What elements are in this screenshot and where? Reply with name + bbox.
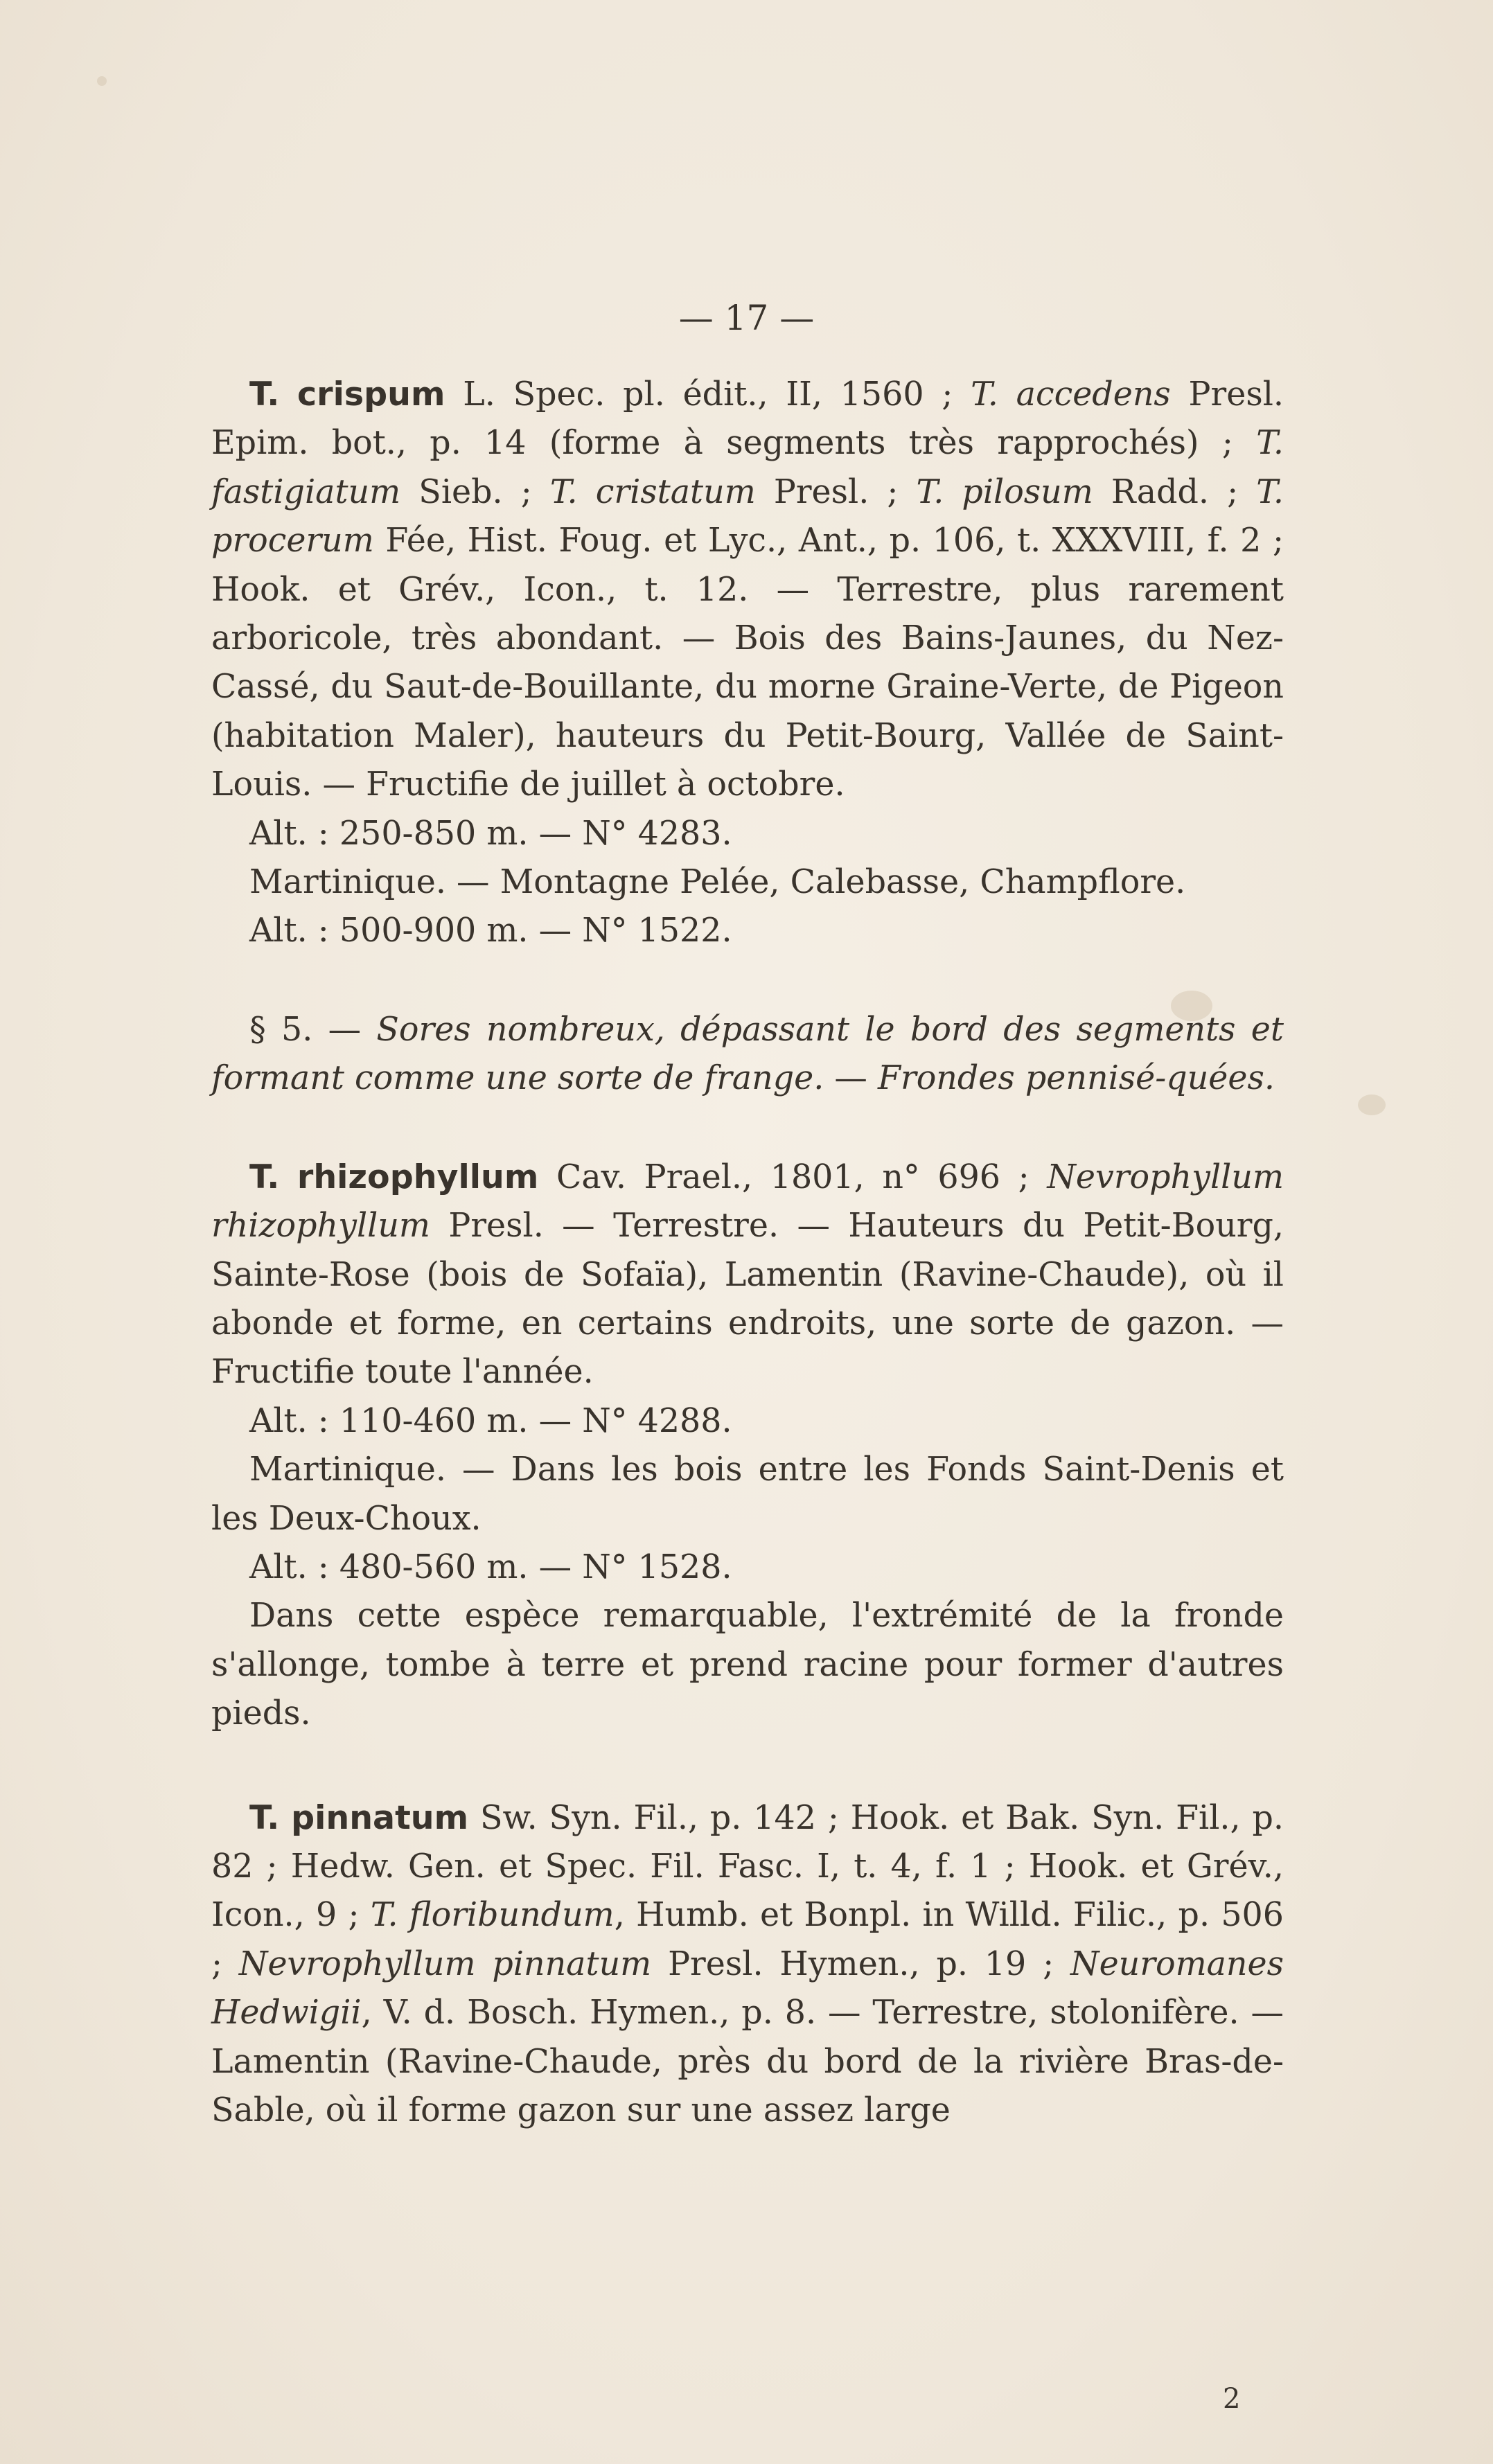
paper-spot [97,76,107,86]
citation-text: Sw. Syn. Fil., p. 142 ; Hook. et Bak. Syn. Fil., p. 82 ; Hedw. Gen. et Spec. Fil. Fasc. I, t. 4, f. 1 ; Hook. et Grév., Icon., 9 ; [211,1798,1284,1935]
citation-text: , Humb. et Bonpl. in Willd. Filic., p. 506 ; [211,1896,1284,1983]
citation-text: Cav. Prael., 1801, n° 696 ; [538,1158,1048,1196]
citation-text: Presl. ; [755,472,917,511]
note-paragraph: Dans cette espèce remarquable, l'extrémité de la fronde s'allonge, tombe à terre et prend racine pour former d'autres pieds. [211,1597,1284,1733]
synonym: T. accedens [971,375,1171,414]
locality-line: Martinique. — Montagne Pelée, Calebasse, Champflore. [249,863,1186,902]
sheet-signature: 2 [1223,2383,1241,2415]
altitude-line: Alt. : 250-850 m. — N° 4283. [249,814,732,853]
species-abbr: T. [249,1158,280,1196]
species-name: pinnatum [291,1798,469,1837]
section-description: Sores nombreux, dépassant le bord des segments et formant comme une sorte de frange. [211,1010,1284,1098]
synonym: T. cristatum [549,472,756,511]
section-heading [211,1006,1284,1104]
synonym: Nevrophyllum pinnatum [238,1944,652,1983]
citation-text: Fée, Hist. Foug. et Lyc., Ant., p. 106, t. XXXVIII, f. 2 ; Hook. et Grév., Icon., t. 12. — Terrestre, plus rarement arboricole, très abondant. — Bois des Bains-Jaunes, du Nez-Cassé, du Saut-de-Bouillante, du morne Graine-Verte, de Pigeon (habitation Maler), hauteurs du Petit-Bourg, Vallée de Saint-Louis. — Fructifie de juillet à octobre. [211,522,1284,804]
synonym: T. fastigiatum [211,424,1284,511]
citation-text: L. Spec. pl. édit., II, 1560 ; [445,375,971,414]
species-name: crispum [297,375,445,414]
page-body [211,371,1284,2135]
altitude-line: Alt. : 500-900 m. — N° 1522. [249,912,732,950]
synonym: Neuromanes Hedwigii [211,1944,1284,2032]
altitude-line: Alt. : 110-460 m. — N° 4288. [249,1401,732,1440]
species-name: rhizophyllum [297,1158,539,1196]
altitude-line: Alt. : 480-560 m. — N° 1528. [249,1548,732,1586]
section-sign: § 5. — [249,1010,377,1049]
species-entry-pinnatum [211,1794,1284,2136]
species-abbr: T. [249,1798,280,1837]
citation-text: Radd. ; [1093,472,1257,511]
synonym: T. floribundum [370,1896,615,1935]
species-abbr: T. [249,375,280,414]
citation-text: Sieb. ; [400,472,550,511]
citation-text: , V. d. Bosch. Hymen., p. 8. — Terrestre, stolonifère. — Lamentin (Ravine-Chaude, près du bord de la rivière Bras-de-Sable, où il forme gazon sur une assez large [211,1994,1284,2129]
citation-text: Presl. — Terrestre. — Hauteurs du Petit-Bourg, Sainte-Rose (bois de Sofaïa), Lamentin (Ravine-Chaude), où il abonde et forme, en certains endroits, une sorte de gazon. — Fructifie toute l'année. [211,1207,1284,1392]
synonym: T. pilosum [916,472,1093,511]
species-entry-rhizophyllum [211,1153,1284,1397]
citation-text: Presl. Hymen., p. 19 ; [651,1944,1070,1983]
locality-line: Martinique. — Dans les bois entre les Fonds Saint-Denis et les Deux-Choux. [211,1451,1284,1538]
section-dash: — [824,1059,878,1098]
citation-text: Presl. Epim. bot., p. 14 (forme à segments très rapprochés) ; [211,375,1284,463]
species-entry-crispum [211,371,1284,810]
paper-spot [1358,1094,1386,1115]
section-description: Frondes pennisé-quées. [878,1059,1275,1098]
synonym: Nevrophyllum rhizophyllum [211,1158,1284,1246]
page-number: — 17 — [678,298,815,338]
synonym: T. procerum [211,472,1284,560]
